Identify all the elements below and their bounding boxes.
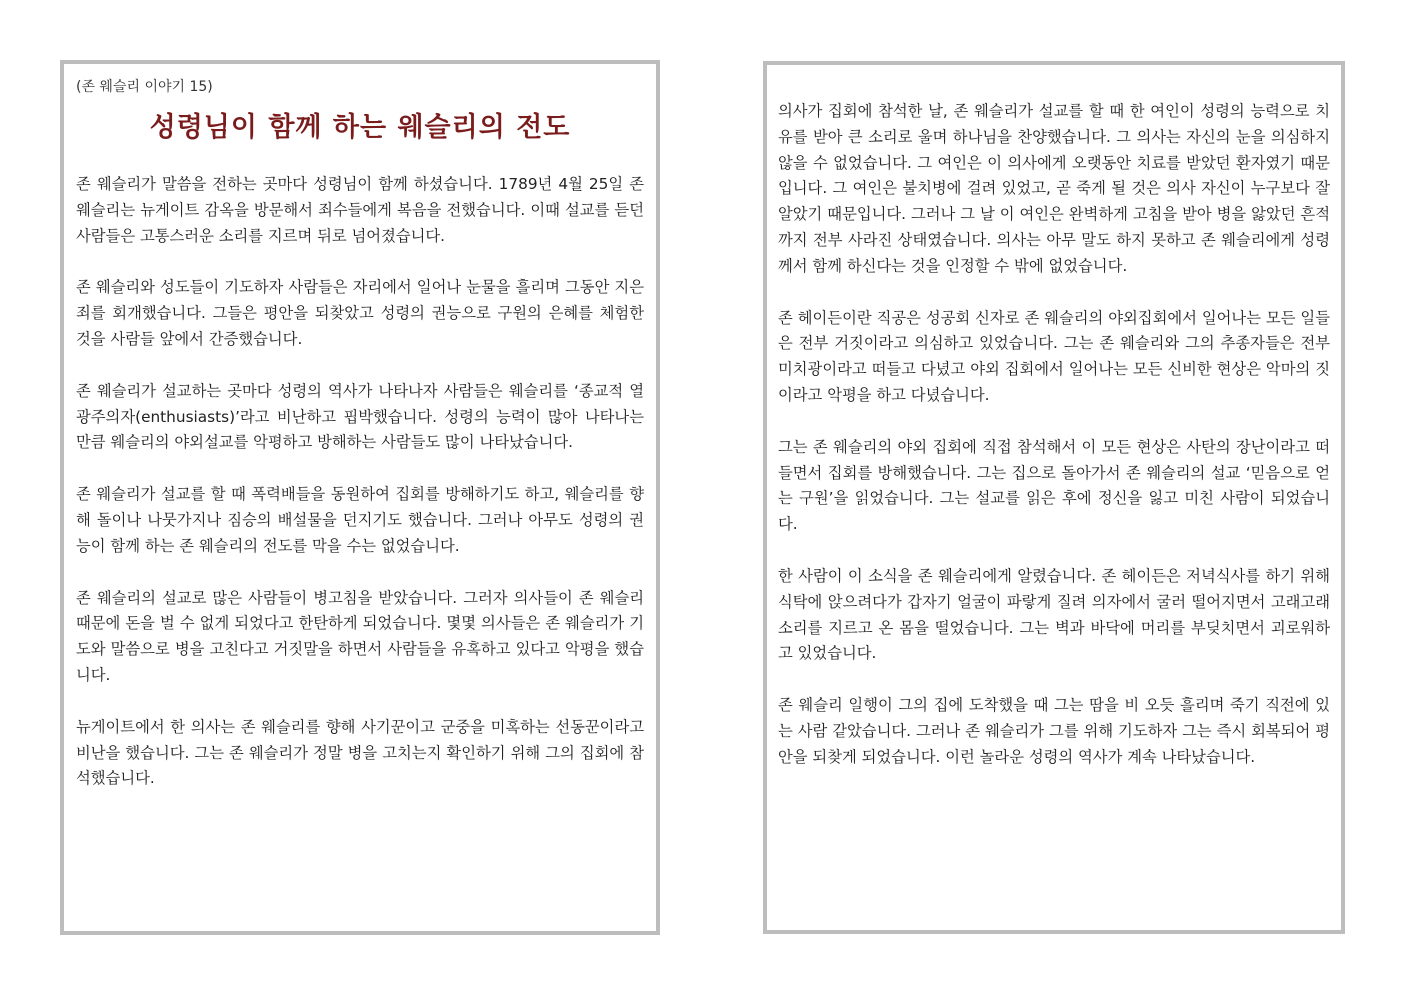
right-page	[763, 61, 1345, 934]
paragraph: 한 사람이 이 소식을 존 웨슬리에게 알렸습니다. 존 헤이든은 저녁식사를 하기 위해 식탁에 앉으려다가 갑자기 얼굴이 파랗게 질려 의자에서 굴러 떨어지면서 고래고래 소리를 지르고 온 몸을 떨었습니다. 그는 벽과 바닥에 머리를 부딪치면서 괴로워하고 있었습니다.	[778, 566, 1330, 663]
series-label: (존 웨슬리 이야기 15)	[76, 79, 213, 95]
paragraph: 뉴게이트에서 한 의사는 존 웨슬리를 향해 사기꾼이고 군중을 미혹하는 선동꾼이라고 비난을 했습니다. 그는 존 웨슬리가 정말 병을 고치는지 확인하기 위해 그의 집회에 참석했습니다.	[76, 717, 644, 788]
paragraph: 존 웨슬리가 설교하는 곳마다 성령의 역사가 나타나자 사람들은 웨슬리를 ‘종교적 열광주의자(enthusiasts)’라고 비난하고 핍박했습니다. 성령의 능력이 많아 나타나는 만큼 웨슬리의 야외설교를 악평하고 방해하는 사람들도 많이 나타났습니다.	[76, 381, 644, 452]
paragraph: 존 웨슬리 일행이 그의 집에 도착했을 때 그는 땀을 비 오듯 흘리며 죽기 직전에 있는 사람 같았습니다. 그러나 존 웨슬리가 그를 위해 기도하자 그는 즉시 회복되어 평안을 되찾게 되었습니다. 이런 놀라운 성령의 역사가 계속 나타났습니다.	[778, 696, 1330, 766]
left-page	[60, 60, 660, 935]
page-title: 성령님이 함께 하는 웨슬리의 전도	[149, 112, 571, 143]
paragraph: 존 웨슬리와 성도들이 기도하자 사람들은 자리에서 일어나 눈물을 흘리며 그동안 지은 죄를 회개했습니다. 그들은 평안을 되찾았고 성령의 권능으로 구원의 은혜를 체험한 것을 사람들 앞에서 간증했습니다.	[76, 278, 644, 348]
paragraph: 존 헤이든이란 직공은 성공회 신자로 존 웨슬리의 야외집회에서 일어나는 모든 일들은 전부 거짓이라고 의심하고 있었습니다. 그는 존 웨슬리와 그의 추종자들은 전부 미치광이라고 떠들고 다녔고 야외 집회에서 일어나는 모든 신비한 현상은 악마의 짓이라고 악평을 하고 다녔습니다.	[778, 308, 1330, 404]
paragraph: 존 웨슬리의 설교로 많은 사람들이 병고침을 받았습니다. 그러자 의사들이 존 웨슬리 때문에 돈을 벌 수 없게 되었다고 한탄하게 되었습니다. 몇몇 의사들은 존 웨슬리가 기도와 말씀으로 병을 고친다고 거짓말을 하면서 사람들을 유혹하고 있다고 악평을 했습니다.	[76, 588, 644, 684]
paragraph: 의사가 집회에 참석한 날, 존 웨슬리가 설교를 할 때 한 여인이 성령의 능력으로 치유를 받아 큰 소리로 울며 하나님을 찬양했습니다. 그 의사는 자신의 눈을 의심하지 않을 수 없었습니다. 그 여인은 이 의사에게 오랫동안 치료를 받았던 환자였기 때문입니다. 그 여인은 불치병에 걸려 있었고, 곧 죽게 될 것은 의사 자신이 누구보다 잘 알았기 때문입니다. 그러나 그 날 이 여인은 완벽하게 고침을 받아 병을 앓았던 흔적까지 전부 사라진 상태였습니다. 의사는 아무 말도 하지 못하고 존 웨슬리에게 성령께서 함께 하신다는 것을 인정할 수 밖에 없었습니다.	[778, 102, 1330, 275]
paragraph: 그는 존 웨슬리의 야외 집회에 직접 참석해서 이 모든 현상은 사탄의 장난이라고 떠들면서 집회를 방해했습니다. 그는 집으로 돌아가서 존 웨슬리의 설교 ‘믿음으로 얻는 구원’을 읽었습니다. 그는 설교를 읽은 후에 정신을 잃고 미친 사람이 되었습니다.	[778, 437, 1330, 534]
paragraph: 존 웨슬리가 말씀을 전하는 곳마다 성령님이 함께 하셨습니다. 1789년 4월 25일 존 웨슬리는 뉴게이트 감옥을 방문해서 죄수들에게 복음을 전했습니다. 이때 설교를 듣던 사람들은 고통스러운 소리를 지르며 뒤로 넘어졌습니다.	[76, 175, 644, 245]
paragraph: 존 웨슬리가 설교를 할 때 폭력배들을 동원하여 집회를 방해하기도 하고, 웨슬리를 향해 돌이나 나뭇가지나 짐승의 배설물을 던지기도 했습니다. 그러나 아무도 성령의 권능이 함께 하는 존 웨슬리의 전도를 막을 수는 없었습니다.	[76, 485, 644, 555]
